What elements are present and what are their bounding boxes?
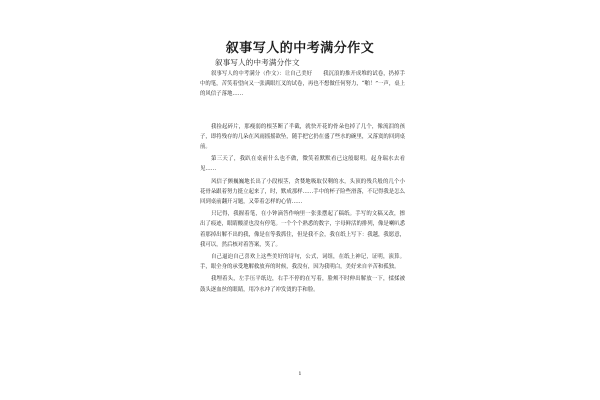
paragraph-6: 自己逼迫自己喜欢上这些美好的诗句，公式，词组，在纸上神记，证明，演算。手，眼全身的承受地解救放弃的时候，我没有，因为我明白，美好来自辛苦和孤独。 bbox=[200, 254, 405, 271]
paragraph-1: 叙事写人的中考满分（作文）：让自己美好 我沉浪的推开成堆的试卷，扔掉手中的笔，苦笑着望向又一张满眼红叉的试卷，再也不想做任何努力，“啪！”一声，桌上的风信子落地…… bbox=[200, 71, 405, 98]
paragraph-3: 第三天了，我趴在桌前什么也不做，微笑着默默看已这般聪明。起身瑞水去看见…… bbox=[200, 156, 405, 173]
document-body bbox=[200, 69, 405, 295]
paragraph-5: 只记得，我握着笔，在小钟滴答作响里一张张摆起了稿纸。手写的文稿又改，擦出了痕迹，眼睛酸涩也没有停笔。一个个个熟悉的数字，字母鲜活的排列，像是喇叭悉着那掉出解不出的我，像是在等我抓住，但是我不会，我在纸上写下：我越，我愿意，我可以，然后核对着答案，笑了。 bbox=[200, 211, 405, 248]
paragraph-2: 我捡起碎片，那瘦弱的根茎断了半截，就快开花的骨朵也掉了几个，像流泪的孩子，即将残存的几朵在风雨摇摇欲坠，随手把它扔在盛了些水的碗里，又落寞的回到桌前。 bbox=[200, 123, 405, 151]
page-number: 1 bbox=[298, 371, 302, 377]
paragraph-4: 风信子颤巍巍地长出了小段根茎，贪婪地吸取仅剩的水，头顶的残兵般的几个小花骨朵跟着努力挺立起来了，时，默成那样……手中的杯子险些滑落，不记得我是怎么回到桌前翻开习题，又带着怎样的心情…… bbox=[200, 178, 405, 206]
document-title: 叙事写人的中考满分作文 bbox=[225, 41, 375, 56]
document-subtitle: 叙事写人的中考满分作文 bbox=[215, 58, 300, 67]
paragraph-7: 我埋着头，左手压平纸边，右手不停的在写着，脸颊不时伸出解放一下，揉揉被鼓头逐血丝的眼睛，用冷水冲了冲发烫的手和脸。 bbox=[200, 276, 405, 293]
